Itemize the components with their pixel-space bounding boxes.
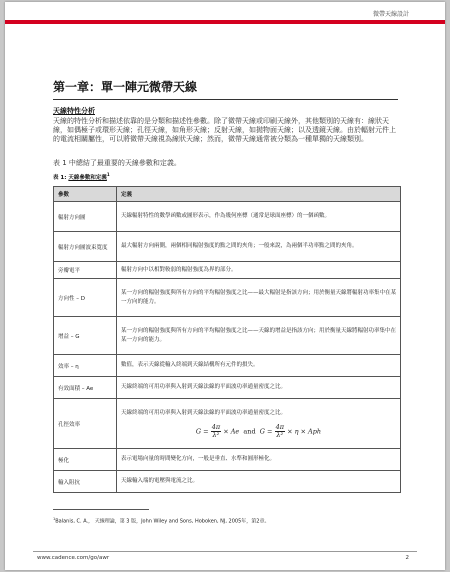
table-row	[54, 471, 401, 493]
parameter-name: 輸入阻抗	[54, 471, 117, 493]
footnote-text: Balanis, C. A.， 天線理論，第 3 版，John Wiley and Sons, Hoboken, NJ, 2005年，第2章。	[55, 518, 270, 525]
parameter-name: 孔徑效率	[54, 399, 117, 449]
parameter-definition: 天線輻射特性的數學函數或圖形表示，作為幾何座標（通常是球面座標）的一個函數。	[117, 202, 401, 232]
page-number: 2	[405, 555, 409, 561]
table-row	[54, 232, 401, 262]
parameter-name: 輻射方向圖波束寬度	[54, 232, 117, 262]
table-caption-prefix: 表 1:	[53, 174, 67, 181]
table-row	[54, 202, 401, 232]
parameter-definition: 天線終端的可用功率與入射到天線法線的平面波功率通量密度之比。	[121, 409, 287, 416]
footnote-mark: 1	[53, 517, 56, 521]
header-accent-bar	[5, 20, 445, 24]
parameter-name: 輻射方向圖	[54, 202, 117, 232]
footer-divider	[33, 551, 417, 552]
parameter-definition: 天線輸入端的電壓與電流之比。	[117, 471, 401, 493]
formula-lhs: G =	[195, 427, 209, 435]
table-reference-text: 表 1 中總結了最重要的天線參數和定義。	[53, 159, 181, 167]
header-parameter: 參數	[54, 187, 117, 202]
formula-lhs-2: G =	[259, 427, 273, 435]
parameter-name: 效率 – η	[54, 355, 117, 377]
parameter-definition: 表示電場向量的時間變化方向，一般是垂直、水準和圓形極化。	[117, 449, 401, 471]
parameter-definition: 輻射方向中以相對較弱的輻射強度為界的部分。	[117, 262, 401, 279]
footer-url[interactable]: www.cadence.com/go/awr	[37, 555, 110, 561]
chapter-title: 第一章：單一陣元微帶天線	[53, 80, 398, 100]
parameter-name: 增益 – G	[54, 317, 117, 355]
parameter-name: 極化	[54, 449, 117, 471]
document-page	[5, 2, 445, 570]
table-row	[54, 399, 401, 449]
antenna-parameters-table	[53, 186, 401, 493]
parameter-definition: 天線終端的可用功率與入射到天線法線的平面波功率通量密度之比。	[117, 377, 401, 399]
section-title: 天線特性分析	[53, 107, 95, 115]
parameter-name: 方向性 – D	[54, 279, 117, 317]
parameter-definition: 數值，表示天線從輸入終端到天線結構所有元件的損失。	[117, 355, 401, 377]
parameter-definition-with-formula	[117, 399, 401, 449]
table-caption-footnote-mark: 1	[106, 172, 110, 177]
parameter-definition: 最大輻射方向兩側，兩個相同輻射強度的點之間的夾角；一般來說，為兩個半功率點之間的夾角。	[117, 232, 401, 262]
table-caption-title: 天線參數和定義	[68, 174, 107, 181]
table-row	[54, 262, 401, 279]
formula-numerator-2: 4π	[275, 422, 284, 431]
parameter-name: 旁瓣電平	[54, 262, 117, 279]
formula-fraction-2	[275, 424, 285, 439]
table-header-row	[54, 187, 401, 202]
parameter-name: 有效面積 – Ae	[54, 377, 117, 399]
formula-denominator: λ²	[212, 430, 220, 439]
table-row	[54, 279, 401, 317]
formula-term-1: × Ae	[223, 427, 240, 435]
table-row	[54, 355, 401, 377]
header-definition: 定義	[117, 187, 401, 202]
header-title: 微帶天線設計	[372, 11, 409, 18]
formula-numerator: 4π	[211, 422, 221, 431]
intro-paragraph: 天線的特性分析和描述依靠的是分類和描述性參數。除了微帶天線或印刷天線外，其他類別的天線有：線狀天線，如偶極子或環形天線；孔徑天線，如角形天線；反射天線，如拋物面天線；以及透鏡天線。由於輻射元件上的電流相關屬性，可以將微帶天線視為線狀天線；然而，微帶天線通常被分類為一種單獨的天線類別。	[53, 117, 396, 143]
formula-and: and	[243, 427, 256, 435]
footnote	[53, 517, 269, 525]
table-row	[54, 449, 401, 471]
parameter-definition: 某一方向的輻射強度與所有方向的平均輻射強度之比——最大輻射是指該方向；用於衡量天線將輻射功率集中在某一方向的能力。	[117, 279, 401, 317]
footnote-divider	[53, 509, 149, 510]
table-row	[54, 317, 401, 355]
formula-denominator-2: λ²	[276, 430, 284, 439]
formula-fraction	[211, 424, 221, 439]
formula-term-2: × η × Aph	[287, 427, 322, 435]
parameter-definition: 某一方向的輻射強度與所有方向的平均輻射強度之比——天線的增益是指該方向；用於衡量天線將輻射功率集中在某一方向的能力。	[117, 317, 401, 355]
gain-formula	[121, 418, 396, 439]
table-row	[54, 377, 401, 399]
table-caption	[53, 172, 110, 181]
